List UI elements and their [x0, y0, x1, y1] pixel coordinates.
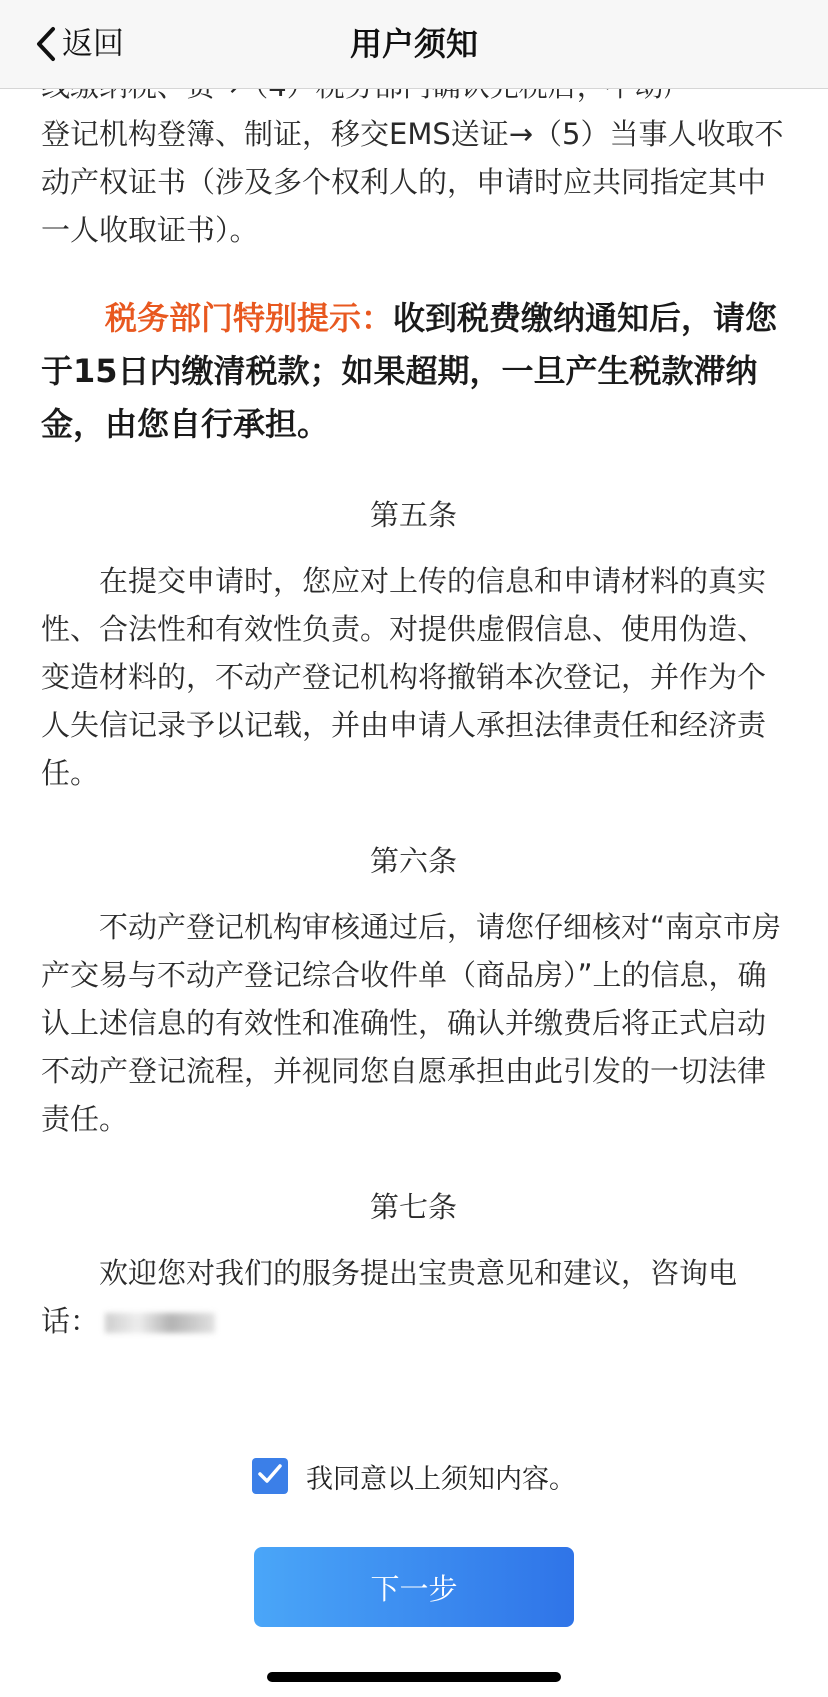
agree-label: 我同意以上须知内容。	[306, 1463, 576, 1495]
tax-tip-text: 收到税费缴纳通知后，请您于15日内缴清税款；如果超期，一旦产生税款滞纳金，由您自行承担。	[41, 299, 778, 443]
agree-checkbox[interactable]	[252, 1458, 288, 1494]
checkmark-icon	[256, 1462, 284, 1490]
article-5-title: 第五条	[369, 498, 457, 532]
notice-content	[41, 62, 786, 1345]
back-label: 返回	[62, 26, 124, 62]
article-7-title: 第七条	[369, 1190, 457, 1224]
article-7-text: 欢迎您对我们的服务提出宝贵意见和建议，咨询电话：	[41, 1256, 738, 1338]
article-5-body: 在提交申请时，您应对上传的信息和申请材料的真实性、合法性和有效性负责。对提供虚假信息、使用伪造、变造材料的，不动产登记机构将撤销本次登记，并作为个人失信记录予以记载，并由申请人承担法律责任和经济责任。	[41, 564, 767, 790]
redacted-phone	[105, 1313, 215, 1333]
article-7-body	[41, 1249, 786, 1345]
procedure-paragraph: 登记机构登簿、制证，移交EMS送证→（5）当事人收取不动产权证书（涉及多个权利人的，申请时应共同指定其中一人收取证书）。	[41, 117, 784, 247]
navigation-bar	[0, 0, 828, 89]
next-step-button[interactable]: 下一步	[254, 1547, 574, 1627]
article-6-title: 第六条	[369, 844, 457, 878]
page-title: 用户须知	[349, 25, 478, 63]
tax-tip-label: 税务部门特别提示：	[105, 299, 394, 337]
tax-tip	[41, 292, 786, 451]
agreement-row	[0, 1454, 828, 1498]
article-6-body: 不动产登记机构审核通过后，请您仔细核对“南京市房产交易与不动产登记综合收件单（商品房）”上的信息，确认上述信息的有效性和准确性，确认并缴费后将正式启动不动产登记流程，并视同您自愿承担由此引发的一切法律责任。	[41, 910, 782, 1136]
home-indicator	[267, 1672, 561, 1682]
